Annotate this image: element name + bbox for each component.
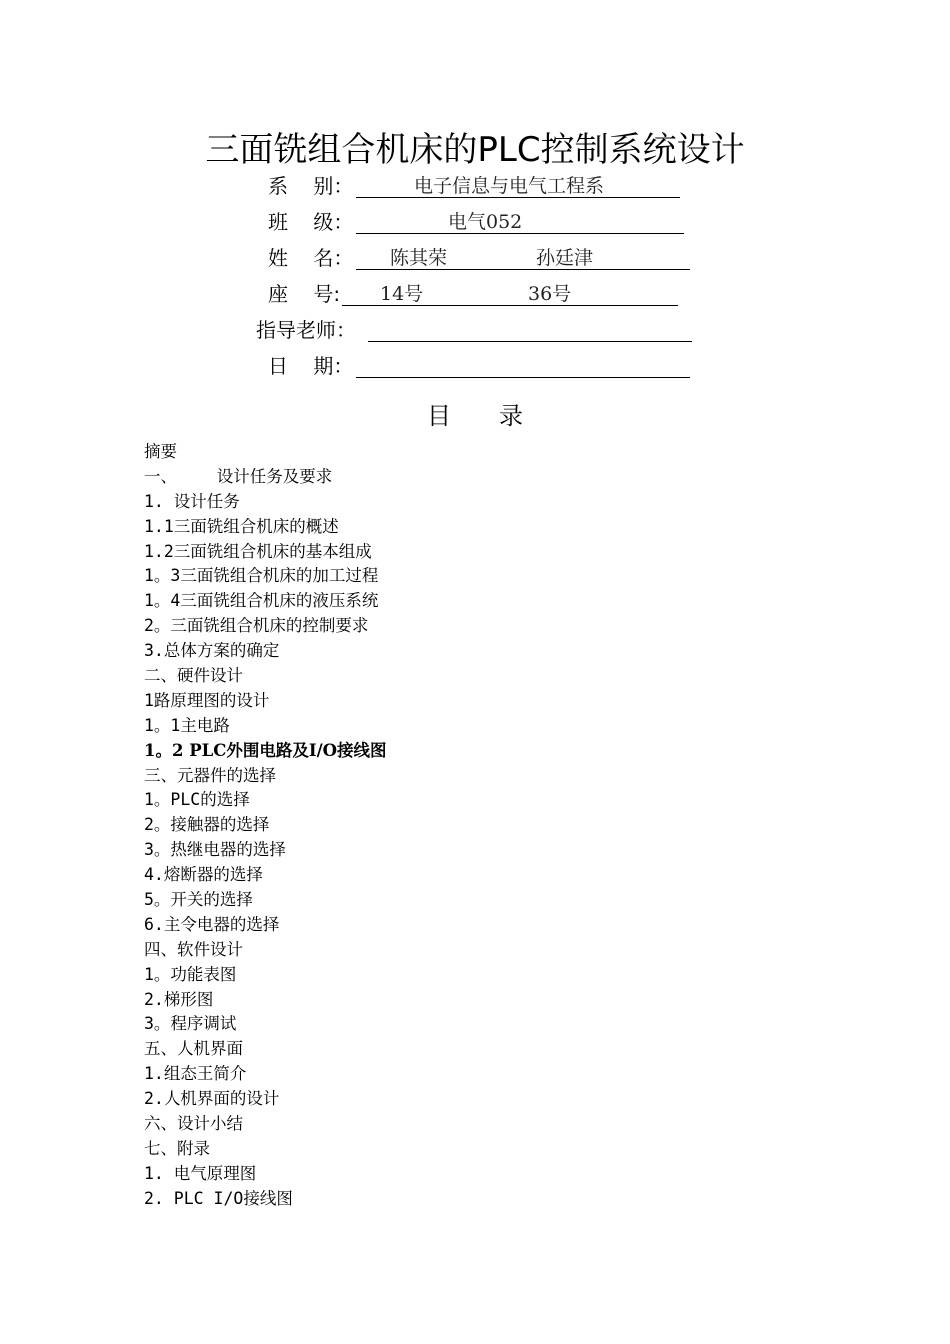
toc-item: 1. 设计任务	[144, 491, 240, 511]
toc-item: 1.2三面铣组合机床的基本组成	[144, 541, 372, 561]
info-value: 14号	[380, 283, 424, 305]
toc-item: 6.主令电器的选择	[144, 914, 280, 934]
info-row-advisor	[256, 312, 694, 348]
toc-item: 三、元器件的选择	[144, 765, 276, 785]
toc-item: 1。4三面铣组合机床的液压系统	[144, 591, 379, 611]
toc-item: 1。2 PLC外围电路及I/O接线图	[144, 740, 387, 760]
toc-item: 二、硬件设计	[144, 666, 243, 686]
toc-heading	[0, 396, 950, 436]
info-label: 系 别：	[268, 174, 354, 198]
info-value: 36号	[528, 283, 572, 305]
toc-item: 2。三面铣组合机床的控制要求	[144, 616, 369, 636]
toc-item: 3。程序调试	[144, 1014, 237, 1034]
toc-item: 2.梯形图	[144, 989, 214, 1009]
underline	[368, 315, 692, 342]
info-label: 日 期：	[268, 354, 354, 378]
toc-item: 3。热继电器的选择	[144, 840, 286, 860]
info-value: 陈其荣	[390, 247, 448, 269]
toc-item: 5。开关的选择	[144, 890, 253, 910]
info-value: 孙廷津	[536, 247, 594, 269]
toc-item: 六、设计小结	[144, 1114, 243, 1134]
document-title: 三面铣组合机床的PLC控制系统设计	[205, 130, 745, 170]
info-row-seat	[268, 276, 680, 312]
table-of-contents	[144, 440, 386, 1212]
toc-item: 4.熔断器的选择	[144, 865, 263, 885]
info-label: 指导老师：	[256, 318, 356, 342]
toc-item: 1.1三面铣组合机床的概述	[144, 516, 339, 536]
toc-item: 1。PLC的选择	[144, 790, 250, 810]
toc-heading-left: 目	[427, 402, 451, 430]
toc-item: 四、软件设计	[144, 939, 243, 959]
toc-item: 七、附录	[144, 1138, 210, 1158]
toc-item: 1。1主电路	[144, 715, 230, 735]
toc-item: 1。功能表图	[144, 964, 237, 984]
toc-item: 3.总体方案的确定	[144, 641, 280, 661]
toc-item: 一、 设计任务及要求	[144, 466, 333, 486]
toc-item: 1. 电气原理图	[144, 1163, 257, 1183]
info-row-department	[268, 168, 688, 204]
toc-item: 2。接触器的选择	[144, 815, 270, 835]
info-label: 座 号:	[268, 282, 341, 306]
underline	[356, 351, 690, 378]
info-value: 电气052	[448, 211, 523, 233]
info-row-class	[268, 204, 688, 240]
toc-item: 1.组态王简介	[144, 1064, 247, 1084]
toc-item: 1路原理图的设计	[144, 690, 270, 710]
info-label: 班 级：	[268, 210, 354, 234]
toc-item: 1。3三面铣组合机床的加工过程	[144, 566, 379, 586]
toc-item: 2. PLC I/O接线图	[144, 1188, 293, 1208]
toc-item: 五、人机界面	[144, 1039, 243, 1059]
info-row-date	[268, 348, 692, 384]
toc-item: 2.人机界面的设计	[144, 1089, 280, 1109]
info-row-name	[268, 240, 692, 276]
info-label: 姓 名：	[268, 246, 354, 270]
info-value: 电子信息与电气工程系	[414, 175, 605, 197]
toc-heading-right: 录	[499, 402, 523, 430]
toc-item: 摘要	[144, 442, 177, 461]
